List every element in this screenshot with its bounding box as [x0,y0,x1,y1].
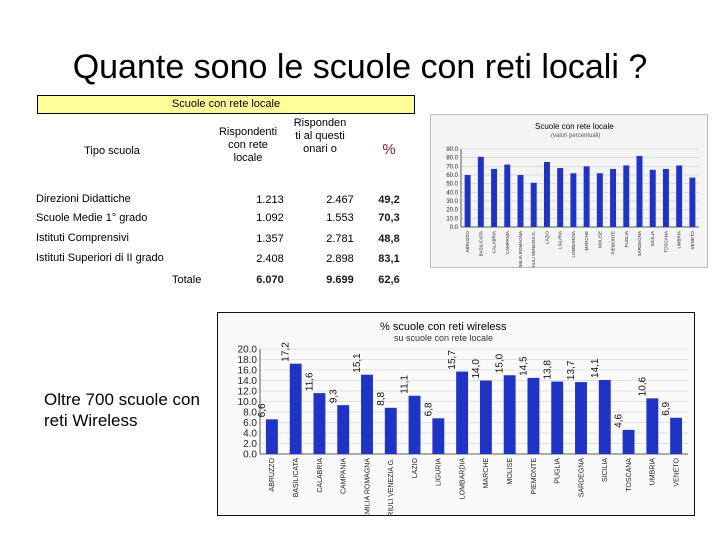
row-percent: 49,2 [378,194,400,206]
y-tick-label: 20.0 [237,344,257,356]
data-label: 6,8 [423,402,435,417]
chart-wireless-svg [218,313,694,515]
data-label: 15,1 [352,353,364,373]
x-tick-label: SICILIA [650,231,656,247]
y-tick-label: 8.0 [243,407,257,419]
data-label: 14,5 [518,356,530,376]
x-tick-label: LOMBARDIA [570,231,576,258]
y-tick-label: 6.0 [243,417,257,429]
x-tick-label: LIGURIA [435,458,443,487]
total-label: Totale [172,274,202,286]
total-percent: 62,6 [378,274,400,286]
x-tick-label: LOMBARDIA [459,458,467,500]
x-tick-label: UMBRIA [649,458,657,486]
wireless-note: Oltre 700 scuole con reti Wireless [44,390,200,430]
x-tick-label: FRIULI VENEZIA G. [388,458,396,515]
y-tick-label: 2.0 [243,438,257,450]
y-tick-label: 12.0 [237,386,257,398]
x-tick-label: ABRUZZO [465,231,471,253]
x-tick-label: UMBRIA [676,231,682,249]
row-percent: 83,1 [378,253,400,265]
bar [409,396,421,454]
x-tick-label: BASILICATA [478,231,484,257]
x-tick-label: CAMPANIA [340,458,348,495]
data-label: 15,0 [494,353,506,374]
chart1-subtitle: (valori percentuali) [551,133,601,139]
bar [491,169,497,227]
bar [478,157,484,227]
y-tick-label: 20.0 [446,207,458,214]
y-tick-label: 0.0 [449,225,458,231]
bar [337,405,349,454]
bar [670,418,682,454]
data-label: 17,2 [280,342,292,362]
x-tick-label: SARDEGNA [637,231,642,257]
y-tick-label: 70.0 [446,164,458,171]
bar [361,375,373,454]
chart1-title: Scuole con rete locale [535,122,614,131]
bar [557,168,563,227]
data-label: 8,8 [375,391,387,406]
data-label: 10,6 [637,376,649,397]
bar [575,382,587,454]
col-rispondenti: Rispondenti con rete locale [218,126,278,164]
bar [456,372,468,454]
bar [597,173,603,227]
data-label: 6,6 [256,403,268,418]
bar [528,378,540,454]
x-tick-label: MARCHE [584,231,590,251]
bar [432,418,444,454]
row-questionari: 1.553 [326,212,354,224]
data-label: 14,1 [589,358,601,378]
y-tick-label: 16.0 [237,365,257,377]
row-rispondenti: 1.213 [256,194,284,206]
row-questionari: 2.898 [326,253,354,265]
x-tick-label: LAZIO [544,231,550,245]
x-tick-label: PUGLIA [623,231,629,248]
data-label: 4,6 [613,413,625,428]
bar [314,393,326,454]
x-tick-label: CALABRIA [316,458,324,493]
chart-wireless [217,312,695,516]
row-rispondenti: 1.092 [256,212,284,224]
x-tick-label: BASILICATA [293,458,300,498]
y-tick-label: 14.0 [237,375,257,387]
data-label: 9,3 [328,389,340,404]
x-tick-label: VENETO [673,458,681,487]
x-tick-label: EMILIA ROMAGNA [518,231,523,267]
bar [610,169,616,227]
col-percent: % [382,141,396,158]
y-tick-label: 50.0 [446,181,458,188]
y-tick-label: 10.0 [237,396,257,408]
data-label: 13,8 [542,360,554,380]
bar [570,173,576,227]
bar [650,170,656,227]
bar [504,165,510,227]
bar [504,375,516,454]
bar [465,175,471,227]
bar [551,382,563,454]
data-label: 11,6 [304,372,316,392]
y-tick-label: 0.0 [243,449,257,461]
row-questionari: 2.467 [326,194,354,206]
data-label: 13,7 [566,360,578,381]
row-percent: 48,8 [378,233,400,245]
x-tick-label: EMILIA ROMAGNA [364,458,372,515]
bar [480,381,492,455]
schools-table [37,95,415,291]
y-tick-label: 40.0 [446,190,458,197]
x-tick-label: ABRUZZO [269,458,277,492]
x-tick-label: LAZIO [411,458,419,479]
x-tick-label: MARCHE [483,458,491,489]
x-tick-label: LIGURIA [557,231,563,250]
x-tick-label: MOLISE [507,458,514,485]
x-tick-label: PIEMONTE [610,231,616,255]
x-tick-label: CALABRIA [491,231,497,254]
bar [531,183,537,227]
x-tick-label: TOSCANA [663,231,669,253]
chart2-subtitle: su scuole con rete locale [394,333,494,343]
bar [385,408,397,454]
row-tipo: Scuole Medie 1° grado [36,212,148,224]
total-questionari: 9.699 [326,274,354,286]
total-rispondenti: 6.070 [256,274,284,286]
chart-rete-locale-svg [431,115,707,267]
data-label: 14,0 [470,359,482,379]
row-tipo: Istituti Comprensivi [36,232,129,244]
bar [623,430,635,454]
row-rispondenti: 2.408 [256,253,284,265]
bar [518,175,524,227]
row-percent: 70,3 [378,212,400,224]
chart2-title: % scuole con reti wireless [380,321,507,333]
bar [637,156,643,227]
bar [544,162,550,227]
x-tick-label: FRIULI VENEZIA G. [531,231,537,267]
row-tipo: Direzioni Didattiche [36,193,131,205]
y-tick-label: 80.0 [446,155,458,162]
x-tick-label: VENETO [689,231,695,250]
x-tick-label: MOLISE [597,231,603,249]
x-tick-label: SICILIA [602,458,610,483]
bar [646,398,658,454]
table-header: Scuole con rete locale [37,95,415,114]
y-tick-label: 90.0 [446,147,458,153]
col-tipo-scuola: Tipo scuola [84,145,140,157]
y-tick-label: 4.0 [243,428,257,440]
bar [623,165,629,227]
row-tipo: Istituti Superiori di II grado [36,252,164,264]
row-questionari: 2.781 [326,233,354,245]
chart-rete-locale [430,114,708,268]
y-tick-label: 10.0 [446,216,458,223]
slide-title: Quante sono le scuole con reti locali ? [72,48,648,86]
x-tick-label: PIEMONTE [530,458,538,495]
x-tick-label: SARDEGNA [578,458,586,498]
x-tick-label: CAMPANIA [504,231,510,255]
row-rispondenti: 1.357 [256,233,284,245]
y-tick-label: 60.0 [446,173,458,179]
bar [290,364,302,454]
data-label: 11,1 [399,374,411,394]
data-label: 15,7 [447,350,459,370]
y-tick-label: 18.0 [237,354,257,366]
bar [599,380,611,454]
x-tick-label: TOSCANA [625,458,633,492]
x-tick-label: PUGLIA [554,458,562,484]
y-tick-label: 30.0 [446,199,458,205]
bar [676,165,682,227]
data-label: 6,9 [661,401,673,416]
bar [663,169,669,227]
col-questionari: Risponden ti al questi onari o [293,117,347,155]
bar [266,419,278,454]
bar [584,166,590,227]
bar [689,178,695,227]
